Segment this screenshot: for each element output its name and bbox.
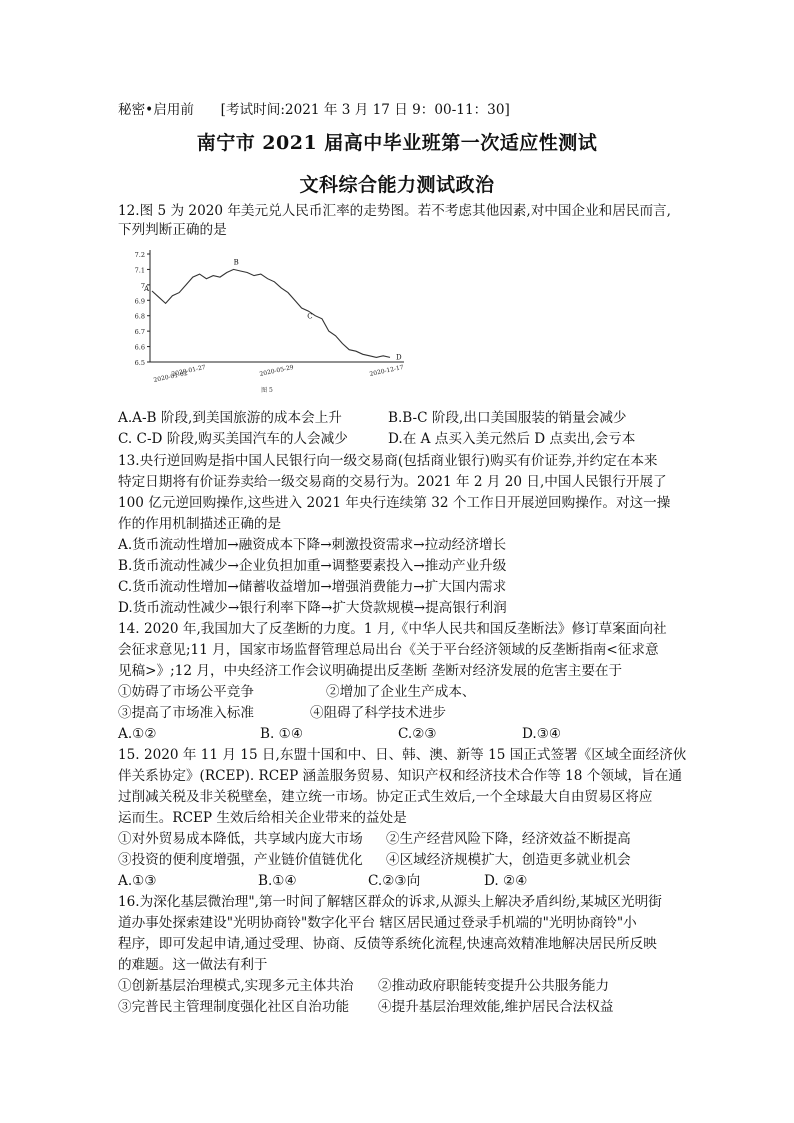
y-tick-label: 6.5: [134, 359, 145, 367]
q15-item-1: ①对外贸易成本降低，共享域内庞大市场: [118, 831, 363, 847]
exam-header: [118, 98, 510, 118]
q14-stem-line-3: 见稿>》;12 月，中央经济工作会议明确提出反垄断 垄断对经济发展的危害主要在于: [118, 663, 623, 679]
q12-option-b: B.B-C 阶段,出口美国服装的销量会减少: [388, 410, 627, 426]
q16-stem-line-4: 的难题。这一做法有利于: [118, 957, 268, 973]
y-tick-label: 6.8: [134, 312, 145, 321]
y-tick-label: 7.2: [134, 251, 145, 259]
q14-choice-d: D.③④: [522, 726, 562, 742]
exchange-rate-chart: [128, 246, 420, 398]
point-label: D: [396, 353, 402, 362]
y-tick-label: 6.6: [134, 343, 145, 352]
q15-stem-line-2: 伴关系协定》(RCEP). RCEP 涵盖服务贸易、知识产权和经济技术合作等 18 个领域，旨在通: [118, 768, 682, 784]
chart-caption: 图 5: [261, 387, 273, 394]
q14-choice-c: C.②③: [398, 726, 437, 742]
q14-stem-line-2: 会征求意见;11 月，国家市场监督管理总局出台《关于平台经济领域的反垄断指南<征求意: [118, 642, 659, 658]
q16-stem-line-1: 16.为深化基层微治理",第一时间了解辖区群众的诉求,从源头上解决矛盾纠纷,某城区光明街: [118, 894, 662, 910]
q16-item-3: ③完普民主管理制度强化社区自治功能: [118, 999, 350, 1015]
q14-choice-b: B. ①④: [260, 726, 304, 742]
q14-item-1: ①妨碍了市场公平竞争: [118, 684, 254, 700]
y-tick-label: 6.9: [134, 297, 145, 306]
q14-item-4: ④阻碍了科学技术进步: [310, 705, 446, 721]
q13-stem-line-4: 作的作用机制描述正确的是: [118, 516, 282, 532]
q12-option-d: D.在 A 点买入美元然后 D 点卖出,会亏本: [388, 431, 636, 447]
q13-option-c: C.货币流动性增加→储蓄收益增加→增强消费能力→扩大国内需求: [118, 579, 507, 595]
q15-stem-line-4: 运而生。RCEP 生效后给相关企业带来的益处是: [118, 810, 407, 826]
q15-choice-c: C.②③向: [368, 873, 421, 889]
q12-stem-line-2: 下列判断正确的是: [118, 222, 227, 238]
x-tick-label: 2020-01-27: [170, 363, 207, 378]
q16-item-1: ①创新基层治理模式,实现多元主体共治: [118, 978, 354, 994]
q16-item-4: ④提升基层治理效能,维护居民合法权益: [378, 999, 614, 1015]
q15-choice-d: D. ②④: [484, 873, 528, 889]
q13-stem-line-1: 13.央行逆回购是指中国人民银行向一级交易商(包括商业银行)购买有价证券,并约定在本来: [118, 453, 658, 469]
point-label: A: [144, 285, 150, 294]
q13-option-a: A.货币流动性增加→融资成本下降→刺激投资需求→拉动经济增长: [118, 537, 507, 553]
q15-item-3: ③投资的便利度增强，产业链价值链优化: [118, 852, 363, 868]
page-subtitle: 文科综合能力测试政治: [299, 174, 495, 196]
y-tick-label: 7: [140, 281, 145, 290]
x-tick-label: 2020-05-29: [258, 363, 295, 378]
rate-series-line: [152, 269, 390, 357]
point-label: C: [307, 312, 313, 321]
q13-stem-line-3: 100 亿元逆回购操作,这些进入 2021 年央行连续第 32 个工作日开展逆回购操作。对这一操: [118, 495, 671, 511]
q12-stem-line-1: 12.图 5 为 2020 年美元兑人民币汇率的走势图。若不考虑其他因素,对中国企业和居民而言,: [118, 203, 671, 219]
x-tick-label: 2020-12-17: [368, 363, 405, 378]
q14-choice-a: A.①②: [118, 726, 157, 742]
q13-option-b: B.货币流动性减少→企业负担加重→调整要素投入→推动产业升级: [118, 558, 507, 574]
q14-stem-line-1: 14. 2020 年,我国加大了反垄断的力度。1 月,《中华人民共和国反垄断法》修订草案面向社: [118, 621, 667, 637]
q15-choice-a: A.①③: [118, 873, 157, 889]
exam-time: [考试时间:2021 年 3 月 17 日 9：00-11：30]: [220, 102, 510, 118]
q13-option-d: D.货币流动性减少→银行利率下降→扩大贷款规模→提高银行利润: [118, 600, 507, 616]
q12-option-a: A.A-B 阶段,到美国旅游的成本会上升: [118, 410, 342, 426]
point-label: B: [233, 258, 239, 267]
q15-stem-line-3: 过削减关税及非关税壁垒，建立统一市场。协定正式生效后,一个全球最大自由贸易区将应: [118, 789, 653, 805]
page-title: 南宁市 2021 届高中毕业班第一次适应性测试: [196, 132, 598, 154]
q15-choice-b: B.①④: [258, 873, 297, 889]
q15-item-2: ②生产经营风险下降，经济效益不断提高: [386, 831, 631, 847]
q15-stem-line-1: 15. 2020 年 11 月 15 日,东盟十国和中、日、韩、澳、新等 15 国正式签署《区域全面经济伙: [118, 747, 687, 763]
q15-item-4: ④区域经济规模扩大，创造更多就业机会: [386, 852, 631, 868]
q16-stem-line-3: 程序，即可发起申请,通过受理、协商、反债等系统化流程,快速高效精准地解决居民所反映: [118, 936, 657, 952]
y-tick-label: 6.7: [134, 328, 145, 337]
q16-item-2: ②推动政府职能转变提升公共服务能力: [378, 978, 610, 994]
q14-item-3: ③提高了市场准入标准: [118, 705, 254, 721]
q16-stem-line-2: 道办事处探索建设"光明协商铃"数字化平台 辖区居民通过登录手机端的"光明协商铃"小: [118, 915, 637, 931]
q14-item-2: ②增加了企业生产成本、: [326, 684, 476, 700]
secret-label: 秘密•启用前: [118, 102, 194, 118]
x-tick-label: 2020-01-02: [152, 369, 189, 384]
q13-stem-line-2: 特定日期将有价证券卖给一级交易商的交易行为。2021 年 2 月 20 日,中国人民银行开展了: [118, 474, 667, 490]
y-tick-label: 7.1: [134, 266, 145, 275]
q12-option-c: C. C-D 阶段,购买美国汽车的人会减少: [118, 431, 348, 447]
